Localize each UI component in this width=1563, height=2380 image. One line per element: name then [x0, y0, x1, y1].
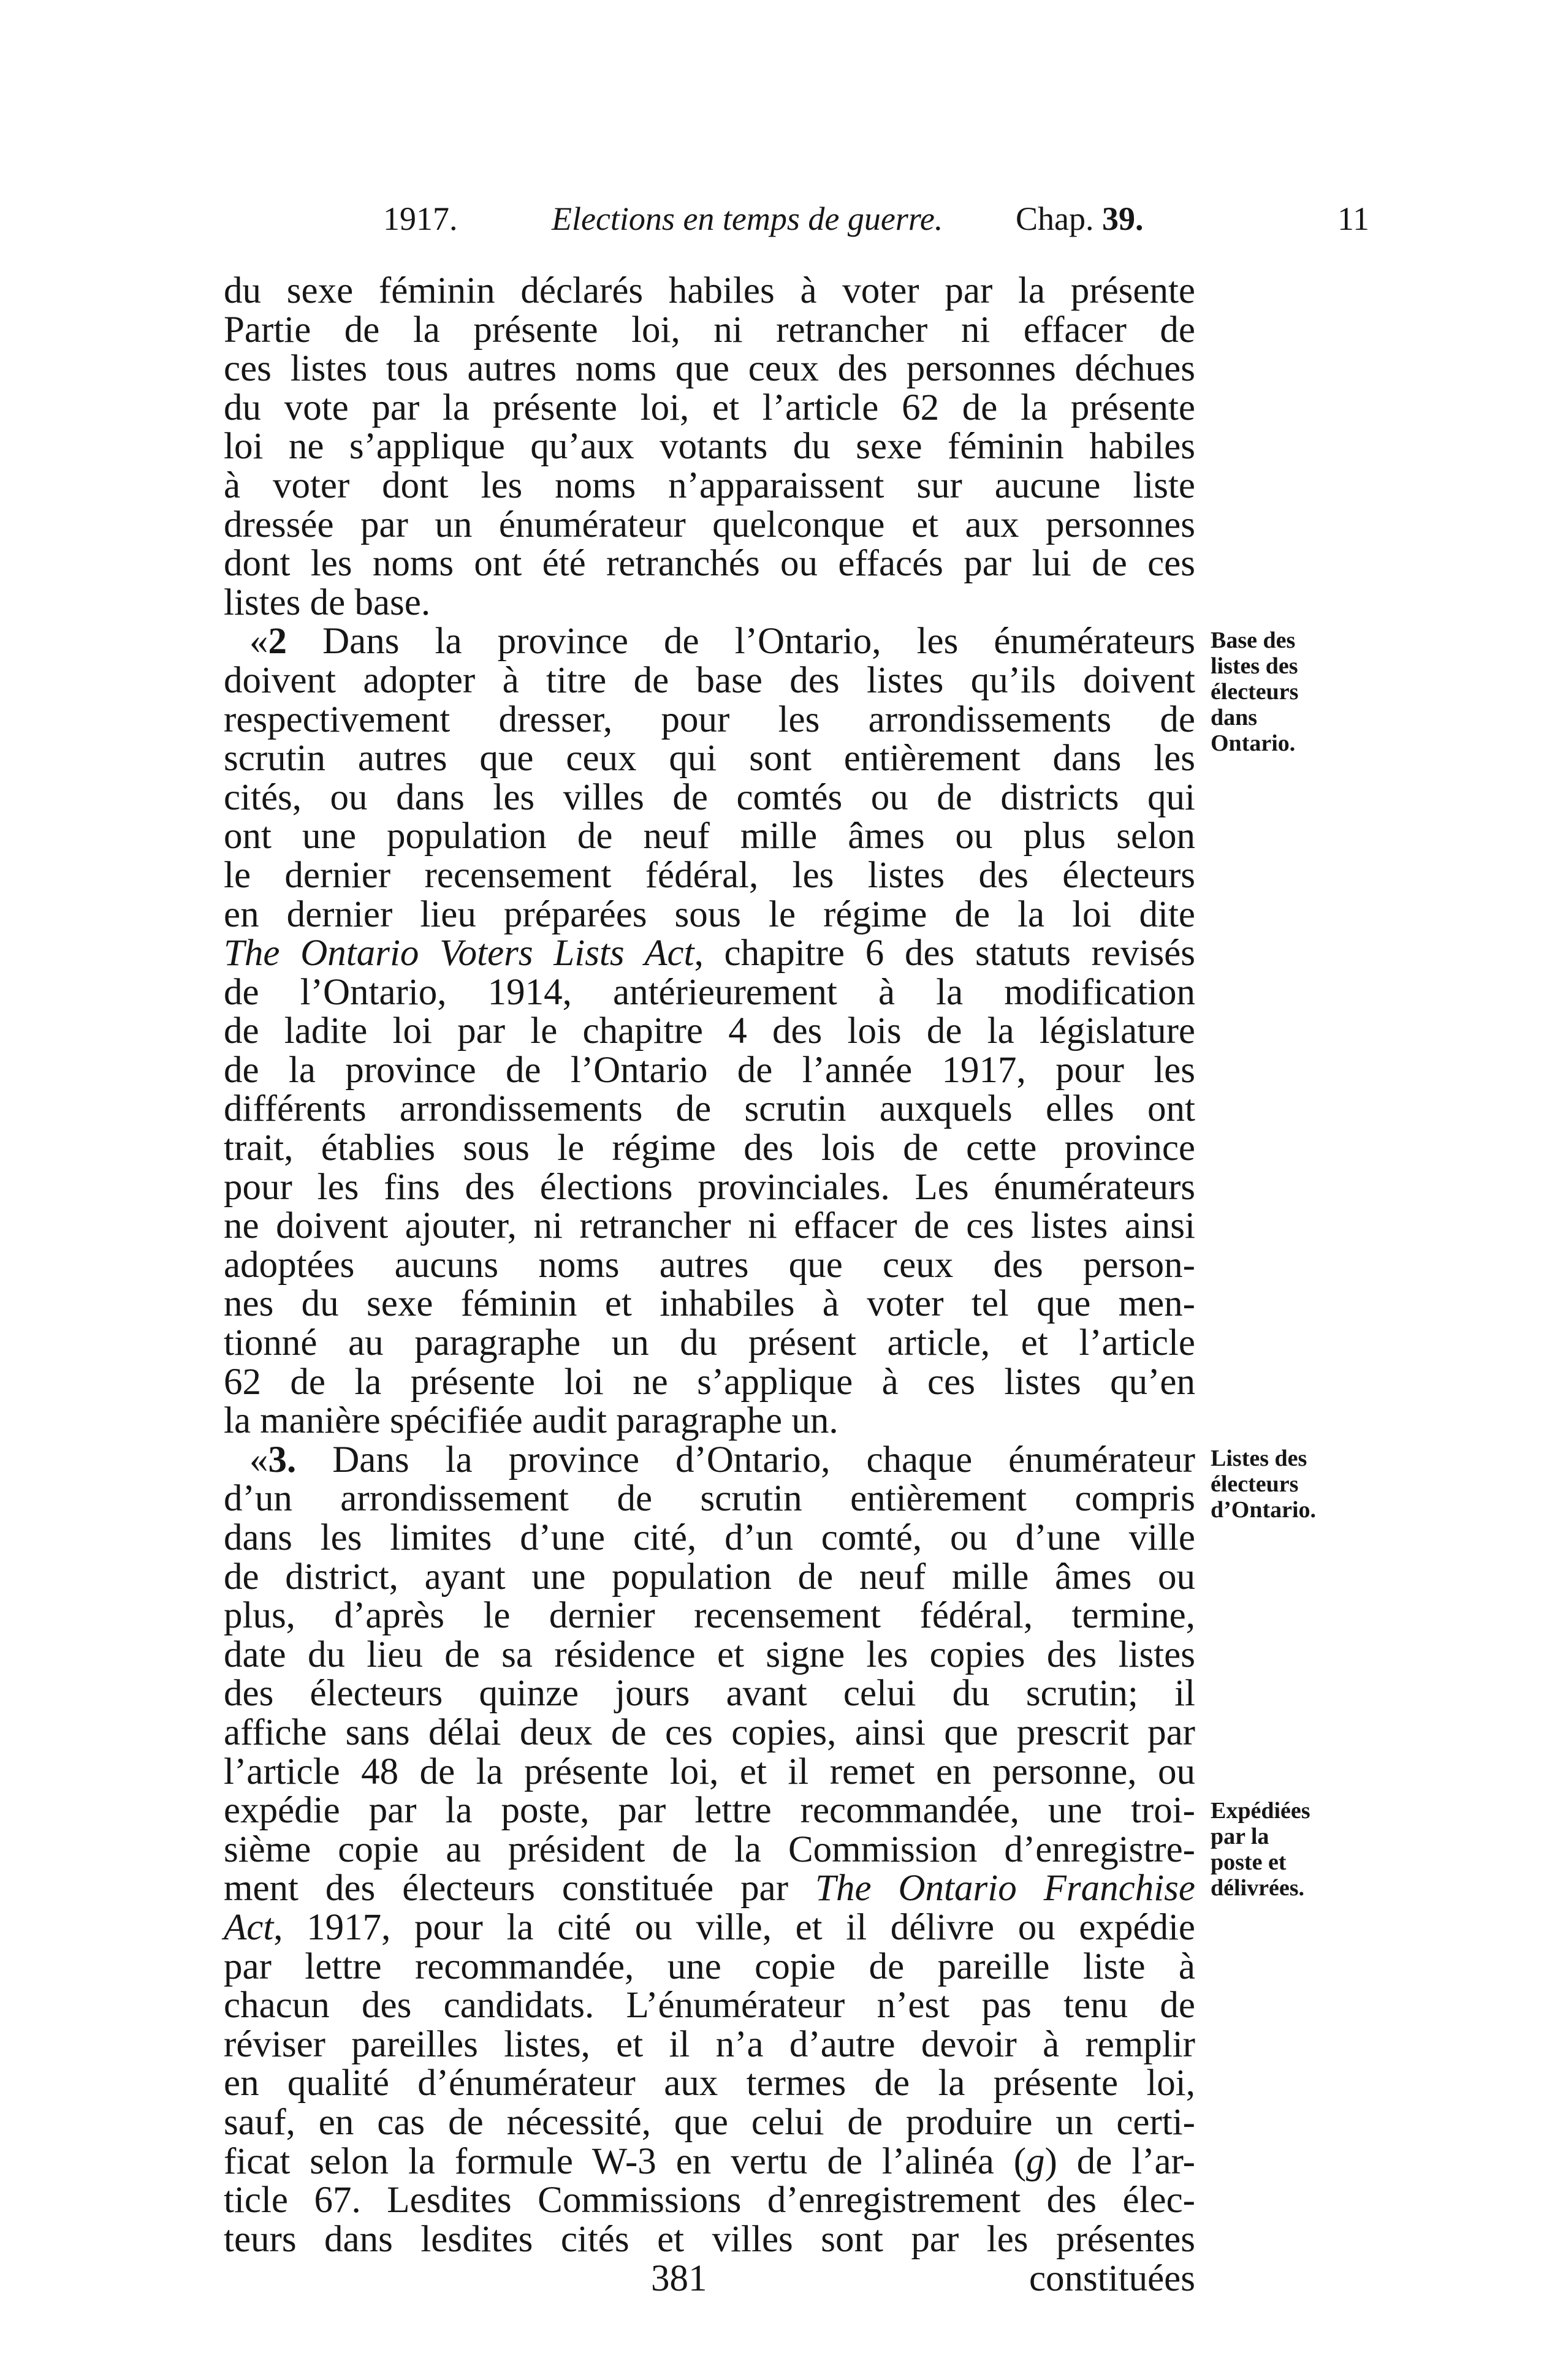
text-run: Dans la province de l’Ontario, les énumérateurs [287, 621, 1195, 662]
text-line [224, 2025, 1195, 2064]
header-page-number: 11 [1337, 200, 1369, 237]
marginal-note-expediees [1211, 1798, 1310, 1901]
text-line [224, 2142, 1195, 2181]
paragraph-3 [224, 1441, 1195, 2259]
text-run: date du lieu de sa résidence et signe les copies des listes [224, 1634, 1195, 1675]
text-line [224, 1401, 1195, 1441]
bold-number: 3. [268, 1439, 297, 1480]
text-run: plus, d’après le dernier recensement fédéral, termine, [224, 1595, 1195, 1637]
text-line [224, 1947, 1195, 1987]
text-run: réviser pareilles listes, et il n’a d’autre devoir à remplir [224, 2023, 1195, 2065]
page-footer [224, 2259, 1195, 2299]
text-run: différents arrondissements de scrutin auxquels elles ont [224, 1088, 1195, 1130]
text-run: Dans la province d’Ontario, chaque énumérateur [296, 1439, 1195, 1480]
italic-text: The Ontario Voters Lists Act [224, 933, 694, 974]
text-run: affiche sans délai deux de ces copies, ainsi que prescrit par [224, 1711, 1195, 1753]
header-year: 1917. [383, 200, 458, 237]
header-chapter-number: 39. [1102, 200, 1144, 237]
text-line [224, 388, 1195, 428]
italic-text: g [1026, 2140, 1045, 2182]
marginal-note-listes-electeurs [1211, 1446, 1316, 1523]
text-line [224, 856, 1195, 895]
text-run: chacun des candidats. L’énumérateur n’est pas tenu de [224, 1985, 1195, 2026]
text-line [224, 2103, 1195, 2142]
text-line [224, 622, 1195, 661]
text-line [224, 1635, 1195, 1675]
text-run: sième copie au président de la Commission d’enregistre- [224, 1829, 1195, 1870]
text-run: ficat selon la formule W-3 en vertu de l’alinéa ( [224, 2140, 1027, 2182]
text-run: nes du sexe féminin et inhabiles à voter tel que men- [224, 1283, 1195, 1325]
marginal-note-line: poste et [1211, 1849, 1287, 1875]
marginal-note-line: électeurs [1211, 1471, 1299, 1497]
marginal-note-line: Ontario. [1211, 730, 1296, 756]
text-line [224, 466, 1195, 506]
text-line [224, 2064, 1195, 2103]
italic-text: Act [224, 1906, 274, 1948]
text-run: « [249, 1439, 268, 1480]
text-run: de la province de l’Ontario de l’année 1917, pour les [224, 1049, 1195, 1091]
text-line [224, 1168, 1195, 1207]
text-run: de district, ayant une population de neuf mille âmes ou [224, 1556, 1195, 1597]
text-line [224, 1012, 1195, 1051]
text-run: sauf, en cas de nécessité, que celui de produire un certi- [224, 2101, 1195, 2143]
text-run: teurs dans lesdites cités et villes sont par les présentes [224, 2218, 1195, 2260]
text-run: dressée par un énumérateur quelconque et aux personnes [224, 504, 1195, 545]
text-line [224, 1674, 1195, 1713]
text-line [224, 1284, 1195, 1324]
marginal-note-line: Base des [1211, 627, 1296, 653]
text-line [224, 1324, 1195, 1363]
catchword: constituées [1029, 2257, 1195, 2299]
marginal-note-line: Expédiées [1211, 1798, 1310, 1824]
text-run: Partie de la présente loi, ni retrancher ni effacer de [224, 309, 1195, 351]
text-run: , chapitre 6 des statuts revisés [694, 933, 1195, 974]
text-line [224, 1246, 1195, 1285]
text-line [224, 427, 1195, 466]
text-run: ment des électeurs constituée par [224, 1868, 816, 1909]
text-run: ticle 67. Lesdites Commissions d’enregistrement des élec- [224, 2180, 1195, 2221]
text-run: dont les noms ont été retranchés ou effacés par lui de ces [224, 543, 1195, 585]
text-line [224, 778, 1195, 817]
text-line [224, 1596, 1195, 1635]
text-run: expédie par la poste, par lettre recommandée, une troi- [224, 1790, 1195, 1832]
text-line [224, 311, 1195, 350]
marginal-note-line: électeurs [1211, 679, 1299, 705]
text-run: tionné au paragraphe un du présent article, et l’article [224, 1322, 1195, 1364]
text-run: le dernier recensement fédéral, les listes des électeurs [224, 854, 1195, 896]
text-line [224, 1441, 1195, 1480]
text-run: dans les limites d’une cité, d’un comté, ou d’une ville [224, 1517, 1195, 1558]
text-line [224, 583, 1195, 623]
text-run: loi ne s’applique qu’aux votants du sexe féminin habiles [224, 426, 1195, 468]
text-run: cités, ou dans les villes de comtés ou de districts qui [224, 776, 1195, 818]
body-text [224, 271, 1195, 2259]
text-line [224, 1051, 1195, 1090]
text-line [224, 661, 1195, 700]
paragraph-2 [224, 622, 1195, 1440]
text-run: en qualité d’énumérateur aux termes de la présente loi, [224, 2063, 1195, 2104]
text-run: du sexe féminin déclarés habiles à voter par la présente [224, 270, 1195, 311]
marginal-note-line: par la [1211, 1824, 1269, 1849]
marginal-note-line: d’Ontario. [1211, 1497, 1317, 1523]
header-chapter-label: Chap. [1016, 200, 1102, 237]
text-line [224, 506, 1195, 545]
text-run: , 1917, pour la cité ou ville, et il délivre ou expédie [273, 1906, 1195, 1948]
text-run: en dernier lieu préparées sous le régime de la loi dite [224, 893, 1195, 935]
header-chapter [1016, 197, 1144, 240]
text-line [224, 271, 1195, 311]
text-line [224, 739, 1195, 778]
text-run: doivent adopter à titre de base des listes qu’ils doivent [224, 659, 1195, 701]
text-line [224, 934, 1195, 973]
bold-number: 2 [268, 621, 287, 662]
text-line [224, 1753, 1195, 1792]
text-line [224, 544, 1195, 583]
footer-page-number: 381 [651, 2257, 707, 2299]
text-line [224, 817, 1195, 856]
text-run: adoptées aucuns noms autres que ceux des person- [224, 1244, 1195, 1286]
text-line [224, 973, 1195, 1012]
text-line [224, 1207, 1195, 1246]
text-line [224, 2181, 1195, 2220]
text-line [224, 1090, 1195, 1129]
text-run: respectivement dresser, pour les arrondissements de [224, 699, 1195, 740]
italic-text: The Ontario Franchise [815, 1868, 1195, 1909]
text-run: pour les fins des élections provinciales. Les énumérateurs [224, 1166, 1195, 1208]
text-line [224, 1830, 1195, 1870]
text-run: 62 de la présente loi ne s’applique à ces listes qu’en [224, 1361, 1195, 1403]
text-line [224, 1986, 1195, 2025]
text-run: ) de l’ar- [1044, 2140, 1195, 2182]
text-run: par lettre recommandée, une copie de pareille liste à [224, 1946, 1195, 1987]
text-run: d’un arrondissement de scrutin entièrement compris [224, 1478, 1195, 1520]
text-run: « [249, 621, 268, 662]
text-line [224, 1363, 1195, 1402]
marginal-note-base-des-listes [1211, 627, 1298, 756]
marginal-note-line: dans [1211, 705, 1258, 730]
paragraph-continued [224, 271, 1195, 622]
text-run: de ladite loi par le chapitre 4 des lois de la législature [224, 1010, 1195, 1052]
text-line [224, 1518, 1195, 1558]
text-line [224, 2220, 1195, 2259]
text-run: ont une population de neuf mille âmes ou plus selon [224, 816, 1195, 857]
marginal-note-line: listes des [1211, 653, 1298, 679]
text-line [224, 1869, 1195, 1908]
header-title: Elections en temps de guerre. [552, 200, 943, 237]
marginal-note-line: Listes des [1211, 1446, 1307, 1471]
text-run: à voter dont les noms n’apparaissent sur aucune liste [224, 464, 1195, 506]
text-run: du vote par la présente loi, et l’article 62 de la présente [224, 387, 1195, 428]
text-run: listes de base. [224, 582, 431, 623]
text-line [224, 1791, 1195, 1830]
text-run: la manière spécifiée audit paragraphe un. [224, 1400, 839, 1442]
text-run: de l’Ontario, 1914, antérieurement à la modification [224, 971, 1195, 1013]
text-run: des électeurs quinze jours avant celui du scrutin; il [224, 1673, 1195, 1715]
text-line [224, 1558, 1195, 1597]
marginal-note-line: délivrées. [1211, 1875, 1305, 1901]
text-line [224, 1713, 1195, 1753]
text-line [224, 700, 1195, 740]
text-run: ces listes tous autres noms que ceux des personnes déchues [224, 348, 1195, 390]
text-line [224, 1129, 1195, 1168]
text-line [224, 349, 1195, 388]
text-run: trait, établies sous le régime des lois de cette province [224, 1127, 1195, 1169]
text-run: scrutin autres que ceux qui sont entièrement dans les [224, 738, 1195, 779]
text-line [224, 895, 1195, 934]
text-run: l’article 48 de la présente loi, et il remet en personne, ou [224, 1751, 1195, 1792]
text-line [224, 1908, 1195, 1947]
text-run: ne doivent ajouter, ni retrancher ni effacer de ces listes ainsi [224, 1205, 1195, 1247]
text-line [224, 1479, 1195, 1518]
